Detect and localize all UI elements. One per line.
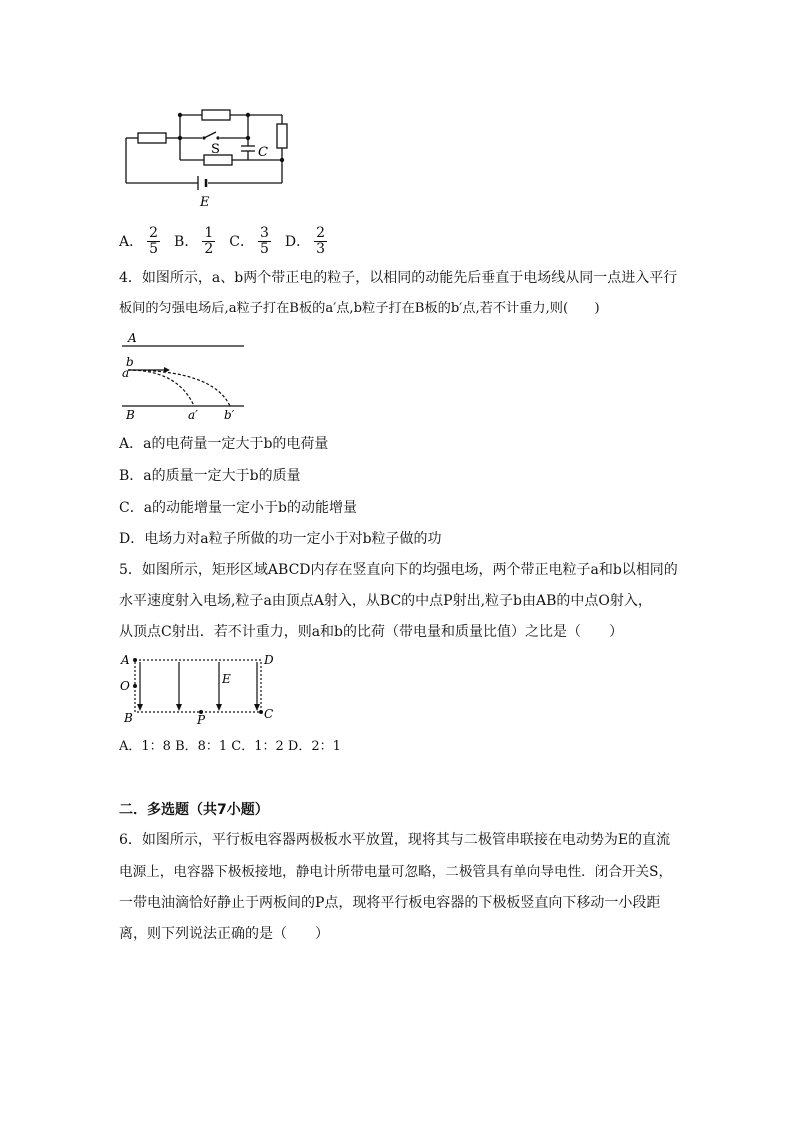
field-e-label: E <box>222 672 231 686</box>
q3-option-c <box>229 226 273 257</box>
corner-b-label: B <box>124 711 133 725</box>
q4-stem-line1: 4．如图所示，a、b两个带正电的粒子，以相同的动能先后垂直于电场线从同一点进入平行 <box>119 270 678 286</box>
option-label: A． <box>119 233 144 250</box>
numerator: 3 <box>259 225 269 241</box>
denominator: 3 <box>316 241 326 257</box>
q5-stem-line1: 5．如图所示，矩形区域ABCD内存在竖直向下的均强电场，两个带正电粒子a和b以相同的 <box>119 562 678 578</box>
option-label: C． <box>229 233 254 250</box>
q5-field-figure <box>118 650 280 726</box>
q6-line2: 电源上，电容器下极板接地，静电计所带电量可忽略，二极管具有单向导电性．闭合开关S， <box>119 864 673 880</box>
denominator: 2 <box>204 241 214 257</box>
q5-stem-line2: 水平速度射入电场,粒子a由顶点A射入，从BC的中点P射出,粒子b由AB的中点O射入， <box>119 593 652 609</box>
q3-options <box>119 226 341 257</box>
denominator: 5 <box>149 241 159 257</box>
point-o-label: O <box>120 679 130 693</box>
q3-option-b <box>174 226 217 257</box>
denominator: 5 <box>259 241 269 257</box>
section-heading: 二．多选题（共7小题） <box>119 802 269 818</box>
plate-a-label: A <box>128 331 137 345</box>
q6-line3: 一带电油滴恰好静止于两板间的P点，现将平行板电容器的下极板竖直向下移动一小段距 <box>119 895 661 911</box>
circuit-diagram <box>118 100 298 212</box>
q6-line1: 6．如图所示，平行板电容器两极板水平放置，现将其与二极管串联接在电动势为E的直流 <box>119 832 671 848</box>
q4-option-c: C．a的动能增量一定小于b的动能增量 <box>119 500 358 516</box>
emf-label: E <box>200 195 210 210</box>
corner-c-label: C <box>264 707 274 721</box>
fraction <box>314 226 327 257</box>
numerator: 2 <box>149 225 159 241</box>
option-label: D． <box>284 233 311 250</box>
fraction <box>202 226 215 257</box>
q5-options: A．1：8 B．8：1 C．1：2 D．2：1 <box>119 739 341 754</box>
q4-stem-line2: 板间的匀强电场后,a粒子打在B板的a′点,b粒子打在B板的b′点,若不计重力,则( ) <box>119 301 600 316</box>
q3-option-a <box>119 226 162 257</box>
q4-option-b: B．a的质量一定大于b的质量 <box>119 468 301 484</box>
q4-option-a: A．a的电荷量一定大于b的电荷量 <box>119 436 329 452</box>
particle-a-label: a <box>122 366 130 380</box>
corner-a-label: A <box>121 653 130 667</box>
q5-stem-line3: 从顶点C射出．若不计重力，则a和b的比荷（带电量和质量比值）之比是（ ） <box>119 624 624 640</box>
particle-b-label: b <box>126 355 134 369</box>
point-p-label: P <box>197 713 206 726</box>
numerator: 1 <box>204 225 214 241</box>
fraction <box>147 226 160 257</box>
a-prime-label: a′ <box>188 408 198 422</box>
corner-d-label: D <box>264 653 274 667</box>
q6-line4: 离，则下列说法正确的是（ ） <box>119 926 329 942</box>
q3-option-d <box>285 226 329 257</box>
plate-b-label: B <box>126 408 135 422</box>
q4-plates-figure <box>118 330 250 422</box>
switch-label: S <box>211 142 220 157</box>
option-label: B． <box>174 233 199 250</box>
numerator: 2 <box>316 225 326 241</box>
fraction <box>258 226 271 257</box>
b-prime-label: b′ <box>224 408 235 422</box>
capacitor-label: C <box>258 145 268 160</box>
q4-option-d: D．电场力对a粒子所做的功一定小于对b粒子做的功 <box>119 531 442 547</box>
